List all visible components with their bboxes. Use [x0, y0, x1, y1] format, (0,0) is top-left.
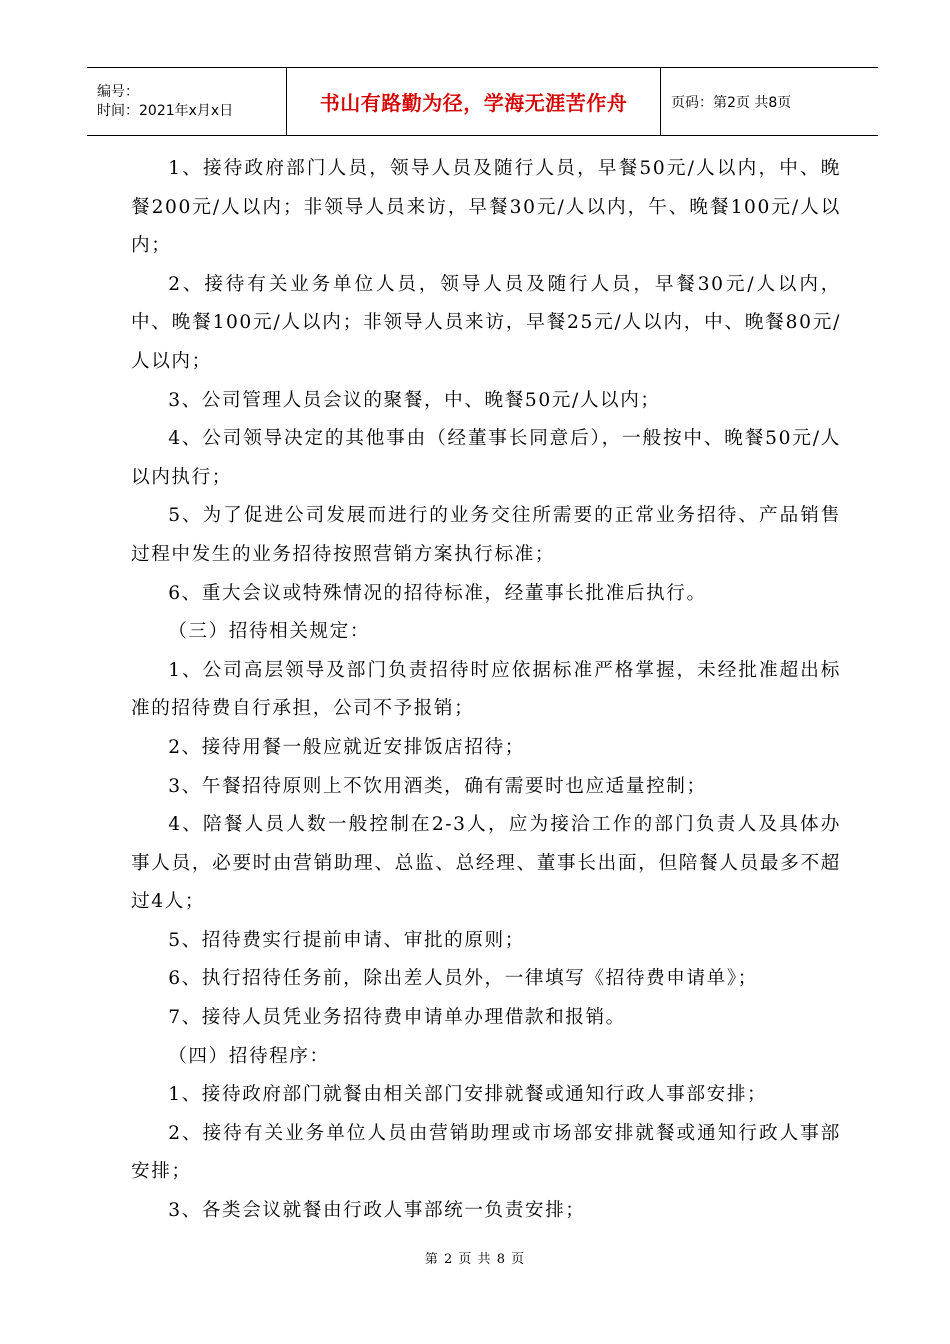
- header-page-cell: [661, 68, 878, 135]
- header-page-label: 页码：第2页 共8页: [671, 94, 792, 111]
- page-header: [87, 67, 878, 136]
- header-motto: 书山有路勤为径，学海无涯苦作舟: [319, 91, 628, 115]
- paragraph: 5、为了促进公司发展而进行的业务交往所需要的正常业务招待、产品销售过程中发生的业务招待按照营销方案执行标准；: [131, 505, 841, 565]
- paragraph: 1、接待政府部门就餐由相关部门安排就餐或通知行政人事部安排；: [168, 1084, 768, 1106]
- paragraph: 3、各类会议就餐由行政人事部统一负责安排；: [168, 1200, 586, 1222]
- paragraph: 3、午餐招待原则上不饮用酒类，确有需要时也应适量控制；: [168, 775, 707, 797]
- paragraph: 1、公司高层领导及部门负责招待时应依据标准严格掌握，未经批准超出标准的招待费自行承担，公司不予报销；: [131, 659, 841, 720]
- paragraph: 4、陪餐人员人数一般控制在2-3人，应为接洽工作的部门负责人及具体办事人员，必要时由营销助理、总监、总经理、董事长出面，但陪餐人员最多不超过4人；: [131, 814, 841, 913]
- paragraph: 7、接待人员凭业务招待费申请单办理借款和报销。: [168, 1007, 626, 1029]
- paragraph: 3、公司管理人员会议的聚餐，中、晚餐50元/人以内；: [168, 389, 661, 411]
- section-heading: （四）招待程序：: [168, 1045, 330, 1067]
- paragraph: 6、执行招待任务前，除出差人员外，一律填写《招待费申请单》；: [168, 968, 758, 990]
- header-meta: [87, 68, 287, 135]
- paragraph: 1、接待政府部门人员，领导人员及随行人员，早餐50元/人以内，中、晚餐200元/人以内；非领导人员来访，早餐30元/人以内，午、晚餐100元/人以内；: [131, 158, 841, 257]
- header-motto-cell: [287, 68, 661, 135]
- paragraph: 6、重大会议或特殊情况的招待标准，经董事长批准后执行。: [168, 582, 707, 604]
- document-number-label: 编号：: [97, 83, 139, 100]
- paragraph: 5、招待费实行提前申请、审批的原则；: [168, 929, 525, 951]
- paragraph: 2、接待有关业务单位人员，领导人员及随行人员，早餐30元/人以内，中、晚餐100元/人以内；非领导人员来访，早餐25元/人以内，中、晚餐80元/人以内；: [131, 273, 841, 372]
- paragraph: 4、公司领导决定的其他事由（经董事长同意后），一般按中、晚餐50元/人以内执行；: [131, 428, 841, 488]
- document-time-label: 时间：2021年x月x日: [97, 102, 234, 119]
- paragraph: 2、接待有关业务单位人员由营销助理或市场部安排就餐或通知行政人事部安排；: [131, 1122, 841, 1183]
- paragraph: 2、接待用餐一般应就近安排饭店招待；: [168, 736, 525, 758]
- document-body: [131, 150, 841, 1231]
- page-footer: 第 2 页 共 8 页: [424, 1252, 526, 1267]
- section-heading: （三）招待相关规定：: [168, 621, 371, 643]
